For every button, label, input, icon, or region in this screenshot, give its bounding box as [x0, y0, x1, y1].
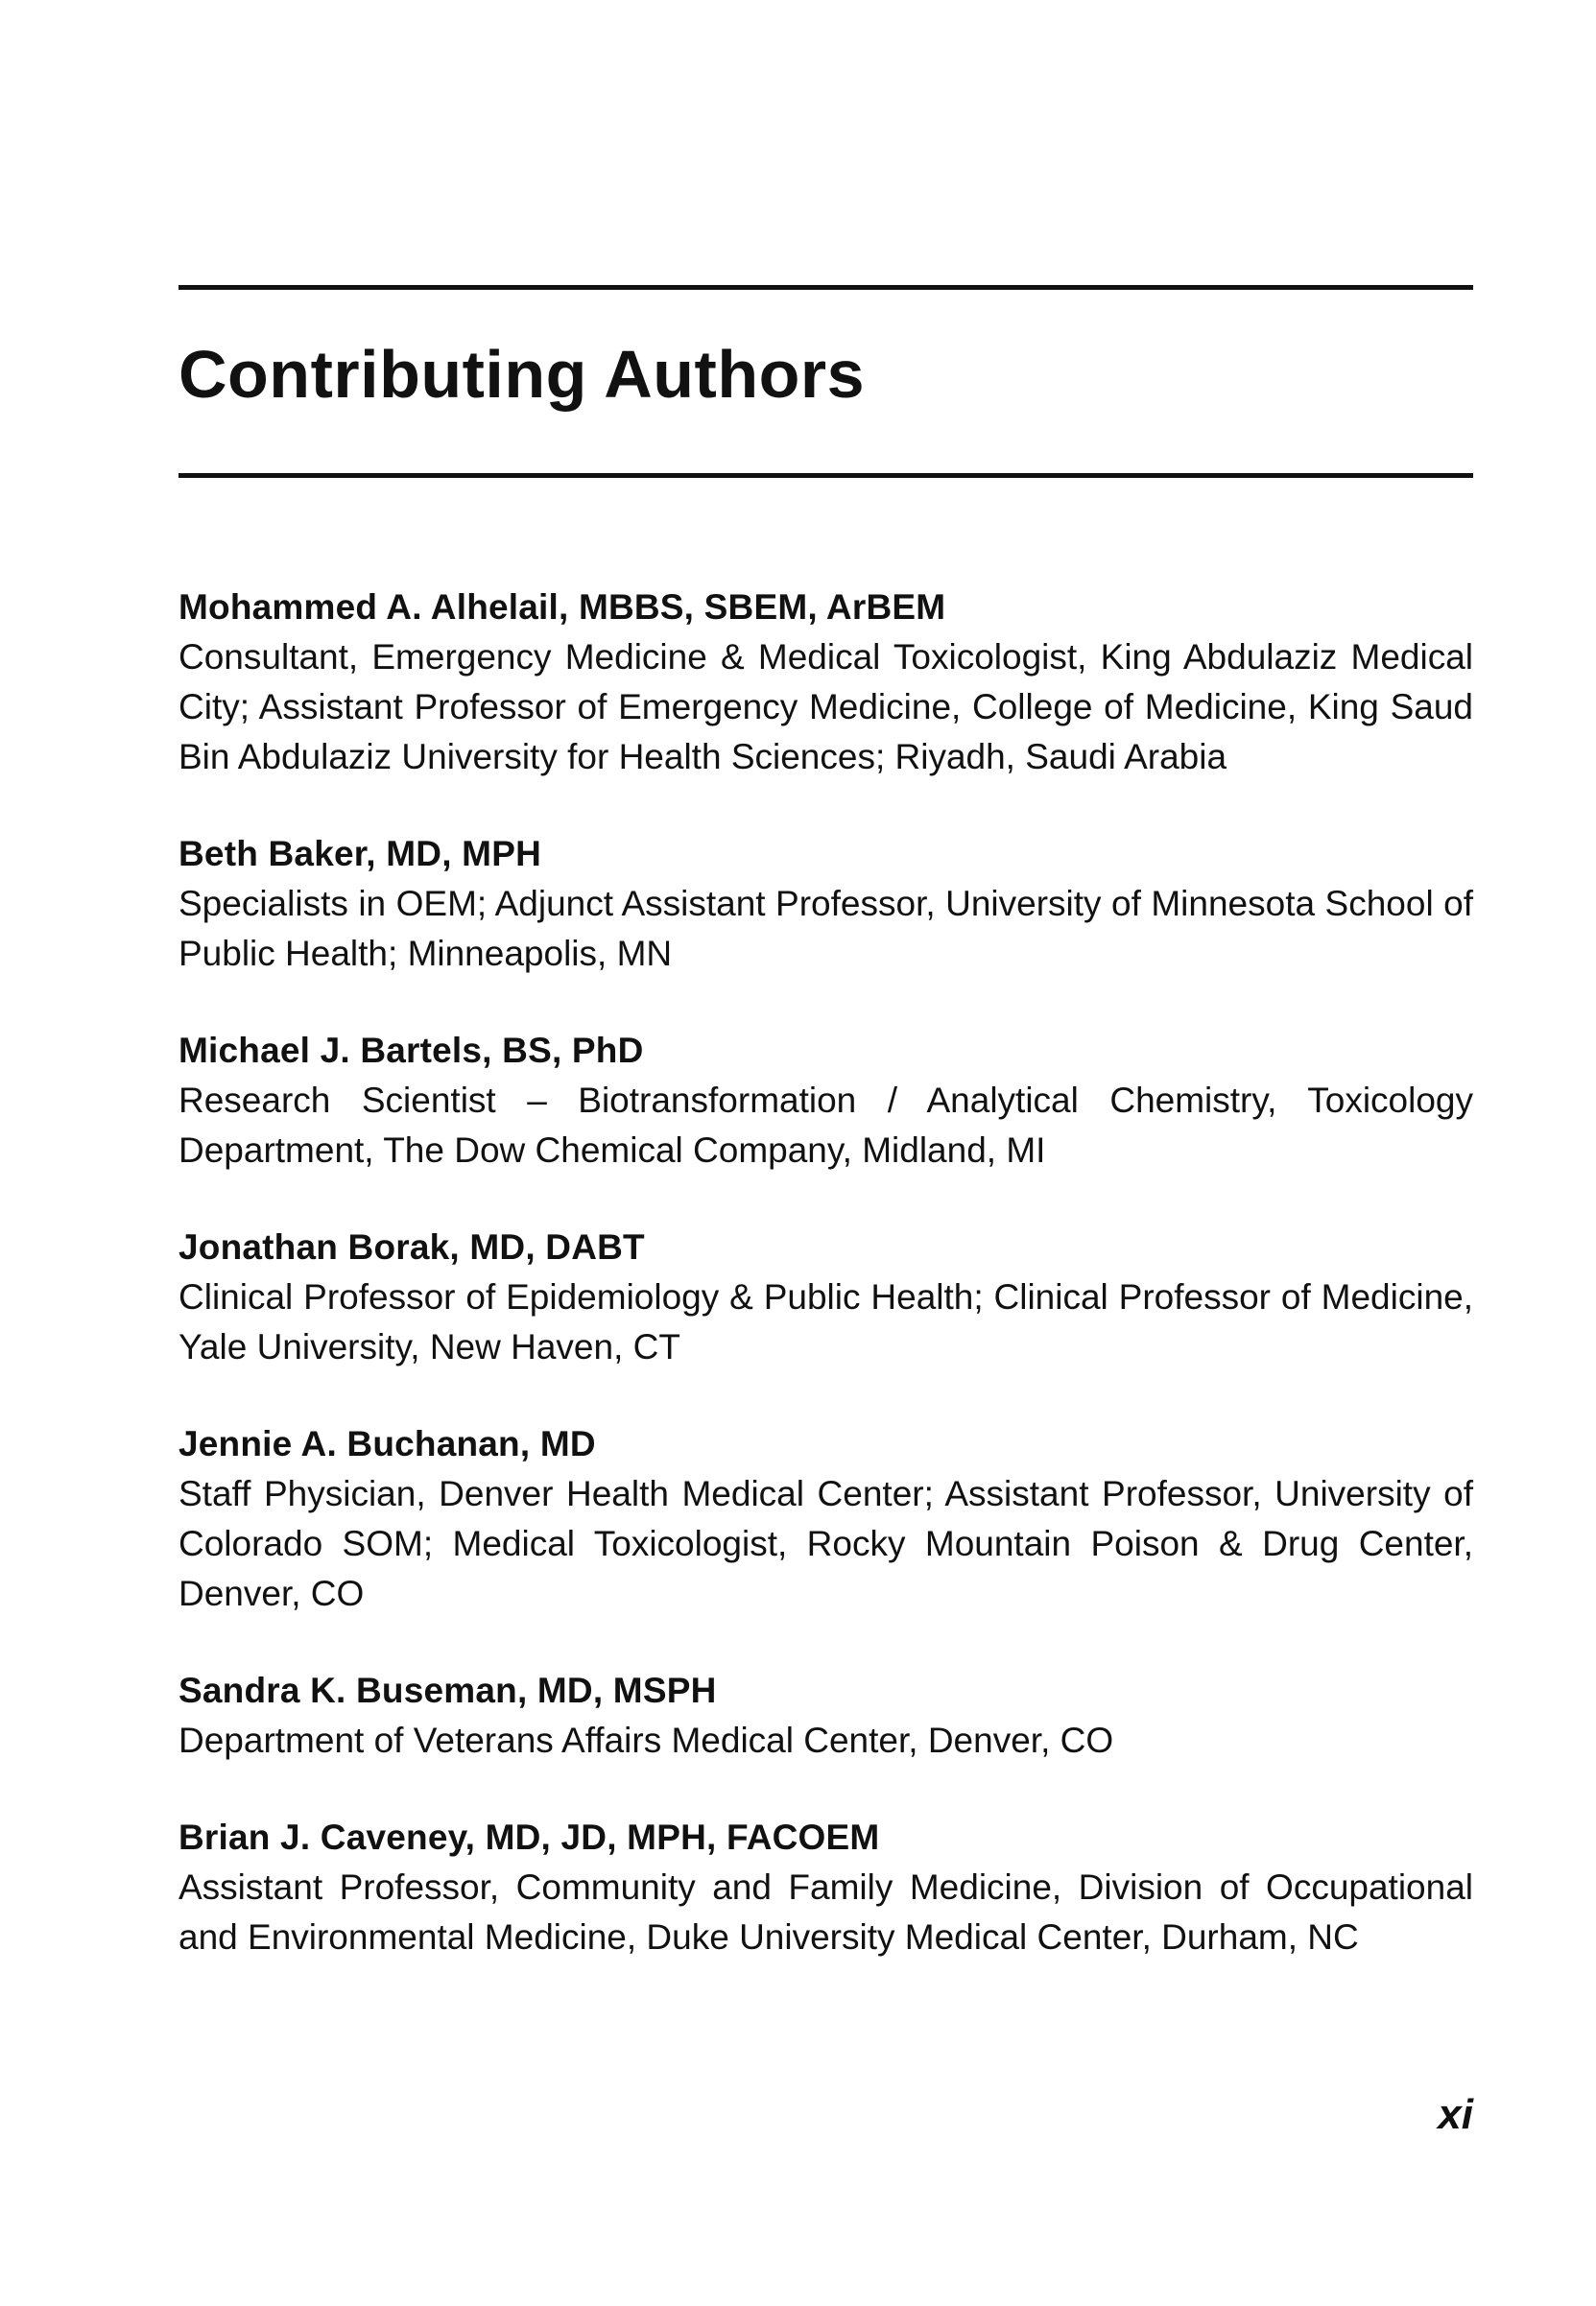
author-affiliation: Research Scientist – Biotransformation / Analytical Chemistry, Toxicology Department, The Dow Chemical Company, Midland, MI — [179, 1081, 1473, 1170]
author-affiliation: Assistant Professor, Community and Family Medicine, Division of Occupational and Environmental Medicine, Duke University Medical Center, Durham, NC — [179, 1867, 1473, 1957]
author-name: Sandra K. Buseman, MD, MSPH — [179, 1671, 717, 1710]
author-name: Michael J. Bartels, BS, PhD — [179, 1031, 644, 1070]
author-entry — [179, 1666, 1473, 1766]
bottom-rule — [179, 473, 1473, 478]
author-entry — [179, 1026, 1473, 1176]
author-entry — [179, 1223, 1473, 1372]
author-list — [179, 582, 1473, 2009]
author-affiliation: Department of Veterans Affairs Medical Center, Denver, CO — [179, 1721, 1114, 1760]
author-name: Jennie A. Buchanan, MD — [179, 1424, 596, 1463]
page-title: Contributing Authors — [179, 337, 866, 412]
author-entry — [179, 829, 1473, 979]
author-entry — [179, 1419, 1473, 1619]
author-name: Jonathan Borak, MD, DABT — [179, 1227, 645, 1267]
author-affiliation: Staff Physician, Denver Health Medical Center; Assistant Professor, University of Colorado SOM; Medical Toxicologist, Rocky Mountain Poison & Drug Center, Denver, CO — [179, 1474, 1473, 1613]
author-name: Brian J. Caveney, MD, JD, MPH, FACOEM — [179, 1818, 880, 1857]
author-name: Mohammed A. Alhelail, MBBS, SBEM, ArBEM — [179, 587, 946, 627]
author-entry — [179, 1813, 1473, 1962]
author-name: Beth Baker, MD, MPH — [179, 834, 541, 873]
author-affiliation: Consultant, Emergency Medicine & Medical Toxicologist, King Abdulaziz Medical City; Assistant Professor of Emergency Medicine, College of Medicine, King Saud Bin Abdulaziz University for Health Sciences; Riyadh, Saudi Arabia — [179, 637, 1473, 776]
author-affiliation: Specialists in OEM; Adjunct Assistant Professor, University of Minnesota School of Public Health; Minneapolis, MN — [179, 884, 1473, 973]
author-entry — [179, 582, 1473, 782]
top-rule — [179, 285, 1473, 290]
author-affiliation: Clinical Professor of Epidemiology & Public Health; Clinical Professor of Medicine, Yale University, New Haven, CT — [179, 1277, 1473, 1367]
page-number: xi — [1438, 2091, 1473, 2138]
